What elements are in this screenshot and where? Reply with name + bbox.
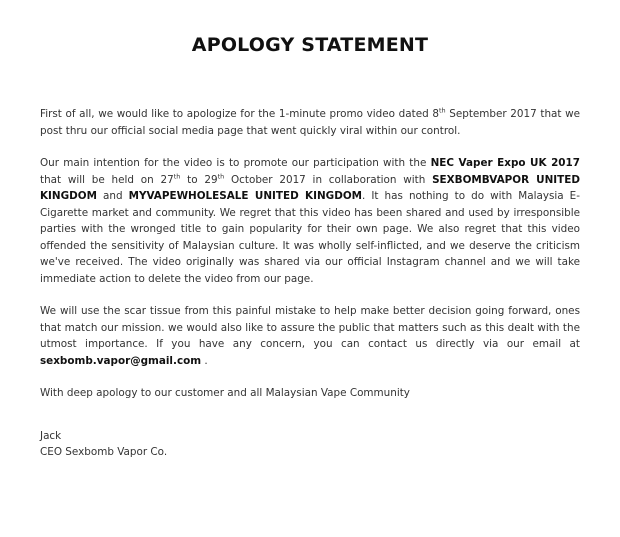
document-title: APOLOGY STATEMENT	[191, 34, 429, 56]
text-span: First of all, we would like to apologize for the 1-minute promo video dated 8	[40, 108, 439, 120]
closing-line: With deep apology to our customer and all Malaysian Vape Community	[40, 387, 410, 399]
text-span: Our main intention for the video is to promote our participation with the	[40, 157, 431, 169]
company-name: SEXBOMBVAPOR UNITED KINGDOM	[40, 173, 580, 202]
paragraph-intention	[40, 155, 580, 287]
paragraph-commitment	[40, 303, 580, 369]
event-name: NEC Vaper Expo UK 2017	[430, 157, 580, 169]
text-span: We will use the scar tissue from this painful mistake to help make better decision going forward, ones that match our mission. we would also like to assure the public that matters such as this dealt with the utmost importance. If you have any concern, you can contact us directly via our email at	[40, 305, 580, 350]
ordinal-suffix: th	[438, 106, 446, 115]
contact-email: sexbomb.vapor@gmail.com	[40, 354, 202, 367]
text-span: September 2017 that we post thru our official social media page that went quickly viral within our control.	[40, 108, 580, 137]
ordinal-suffix: th	[217, 172, 225, 181]
text-span: and	[96, 190, 129, 202]
text-span: .	[201, 354, 208, 367]
text-span: that will be held on 27	[40, 173, 174, 186]
signature-name: Jack	[40, 429, 62, 442]
ordinal-suffix: th	[173, 172, 181, 181]
signature-title: CEO Sexbomb Vapor Co.	[40, 446, 168, 458]
company-name: MYVAPEWHOLESALE UNITED KINGDOM	[128, 190, 362, 202]
text-span: October 2017 in collaboration with	[224, 173, 433, 186]
text-span: . It has nothing to do with Malaysia E-Cigarette market and community. We regret that this video has been shared and used by irresponsible parties with the wronged title to gain popularity for their own page. We also regret that this video offended the sensitivity of Malaysian culture. It was wholly self-inflicted, and we deserve the criticism we've received. The video originally was shared via our official Instagram channel and we will take immediate action to delete the video from our page.	[40, 190, 580, 285]
paragraph-intro	[40, 106, 580, 139]
text-span: to 29	[180, 173, 218, 186]
